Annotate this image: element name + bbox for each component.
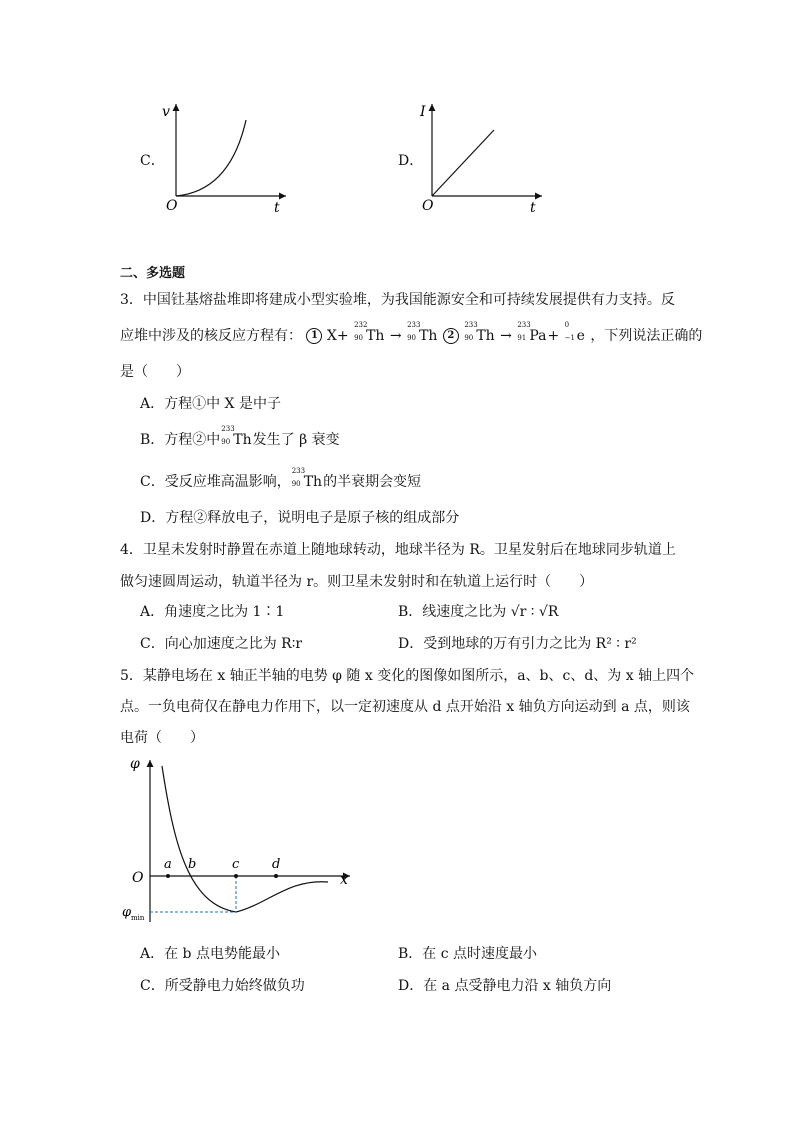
q3-eq2-th233-sym: Th	[476, 328, 495, 344]
q4-option-c[interactable]: C．向心加速度之比为 R∶r	[140, 636, 303, 652]
q5-label-a: a	[164, 857, 172, 872]
q5-line3: 电荷（ ）	[120, 730, 204, 746]
q5-option-b[interactable]: B．在 c 点时速度最小	[398, 946, 538, 962]
q3-e-z: −1	[564, 334, 575, 342]
q3-eq2-pa233	[517, 321, 547, 346]
q3-eq1-th233-sym: Th	[419, 328, 438, 344]
q3-optb-sym: Th	[233, 432, 252, 448]
q3-option-b-suffix: 发生了 β 衰变	[252, 432, 340, 448]
q3-eq2-th233	[464, 321, 495, 346]
q3-pa-z: 91	[517, 334, 527, 342]
q3-eq1-x: X	[326, 328, 337, 344]
q5-y-label: φ	[130, 756, 140, 772]
q5-potential-graph	[118, 754, 358, 934]
graph-c-origin: O	[166, 198, 178, 214]
q5-ymin-label: φ	[122, 905, 132, 920]
q5-x-label: x	[340, 872, 348, 888]
graph-c-velocity-time	[160, 96, 300, 216]
q5-potential-curve	[162, 766, 328, 912]
q5-option-a[interactable]: A．在 b 点电势能最小	[140, 946, 280, 962]
graph-c-curve	[176, 120, 246, 196]
q3-line2-suffix: ，下列说法正确的	[590, 328, 703, 344]
q3-eq2-th233-mass: 233	[464, 321, 478, 329]
q5-point-a	[166, 874, 170, 878]
q3-option-a[interactable]: A．方程①中 X 是中子	[140, 396, 281, 412]
q3-option-b[interactable]	[140, 425, 340, 450]
q3-line1: 3．中国钍基熔盐堆即将建成小型实验堆，为我国能源安全和可持续发展提供有力支持。反	[120, 292, 675, 308]
q3-option-d[interactable]: D．方程②释放电子，说明电子是原子核的组成部分	[140, 510, 460, 526]
q4-option-d[interactable]: D．受到地球的万有引力之比为 R² ∶ r²	[398, 636, 637, 652]
q3-eq1-arrow: →	[389, 328, 402, 344]
q5-option-c[interactable]: C．所受静电力始终做负功	[140, 978, 305, 994]
q3-eq1-plus: +	[336, 328, 349, 344]
q3-th232-sym: Th	[366, 328, 385, 344]
option-c-label: C．	[140, 153, 165, 169]
q3-option-b-prefix: B．方程②中	[140, 432, 221, 448]
q3-eq1-mark: 1	[306, 328, 322, 344]
q3-eq2-mark: 2	[443, 328, 459, 344]
q3-line3: 是（ ）	[120, 364, 190, 380]
graph-c-y-label: v	[162, 104, 170, 120]
q3-option-c-prefix: C．受反应堆高温影响，	[140, 474, 291, 490]
q3-eq2-plus: +	[547, 328, 560, 344]
q3-optc-mass: 233	[291, 467, 306, 475]
q4-option-b[interactable]: B．线速度之比为 √r ∶ √R	[398, 604, 559, 620]
q3-option-c-suffix: 的半衰期会变短	[323, 474, 422, 490]
q5-origin: O	[132, 870, 144, 886]
section-title: 二、多选题	[120, 266, 186, 281]
graph-d-line	[432, 130, 494, 196]
q3-optb-z: 90	[221, 438, 231, 446]
q5-option-d[interactable]: D．在 a 点受静电力沿 x 轴负方向	[398, 978, 612, 994]
graph-d-current-time	[416, 96, 556, 216]
q3-eq2-electron	[564, 321, 585, 346]
q3-optc-sym: Th	[303, 474, 323, 490]
q5-label-b: b	[188, 857, 197, 872]
q5-line1: 5．某静电场在 x 轴正半轴的电势 φ 随 x 变化的图像如图所示，a、b、c、d、为 x 轴上四个	[120, 668, 695, 684]
graph-c-x-label: t	[274, 200, 280, 216]
q5-label-c: c	[232, 857, 240, 872]
q3-th232-mass: 232	[354, 321, 368, 329]
q5-line2: 点。一负电荷仅在静电力作用下，以一定初速度从 d 点开始沿 x 轴负方向运动到 a 点，则该	[120, 699, 690, 715]
q3-option-c[interactable]	[140, 467, 422, 492]
option-d-label: D．	[398, 153, 424, 169]
q3-pa-sym: Pa	[529, 328, 547, 344]
q5-point-d	[274, 874, 278, 878]
q3-optc-z: 90	[291, 480, 301, 488]
q4-option-a[interactable]: A．角速度之比为 1∶1	[140, 604, 285, 620]
q3-eq1-th233-z: 90	[407, 334, 416, 342]
q3-e-sym: e	[576, 328, 585, 344]
q3-eq2-th233-z: 90	[464, 334, 474, 342]
q3-eq1-th233-mass: 233	[407, 321, 421, 329]
q3-e-mass: 0	[564, 321, 570, 329]
q4-line1: 4．卫星未发射时静置在赤道上随地球转动，地球半径为 R。卫星发射后在地球同步轨道上	[120, 542, 676, 558]
q3-eq1-th233	[407, 321, 438, 346]
q3-eq2-arrow: →	[500, 328, 512, 344]
q3-line2	[120, 321, 703, 346]
q5-point-c	[234, 874, 238, 878]
q5-label-d: d	[272, 857, 281, 872]
graph-d-origin: O	[422, 198, 434, 214]
q5-ymin-sub: min	[131, 914, 145, 922]
q3-eq1-th232	[354, 321, 385, 346]
q3-optb-mass: 233	[221, 425, 235, 433]
q3-option-b-th233	[221, 425, 252, 450]
q3-th232-z: 90	[354, 334, 363, 342]
q3-pa-mass: 233	[517, 321, 531, 329]
q3-line2-prefix: 应堆中涉及的核反应方程有：	[120, 328, 302, 344]
graph-d-x-label: t	[530, 200, 536, 216]
q4-line2: 做匀速圆周运动，轨道半径为 r。则卫星未发射时和在轨道上运行时（ ）	[120, 574, 594, 590]
graph-d-y-label: I	[420, 104, 426, 120]
q3-option-c-th233	[291, 467, 323, 492]
